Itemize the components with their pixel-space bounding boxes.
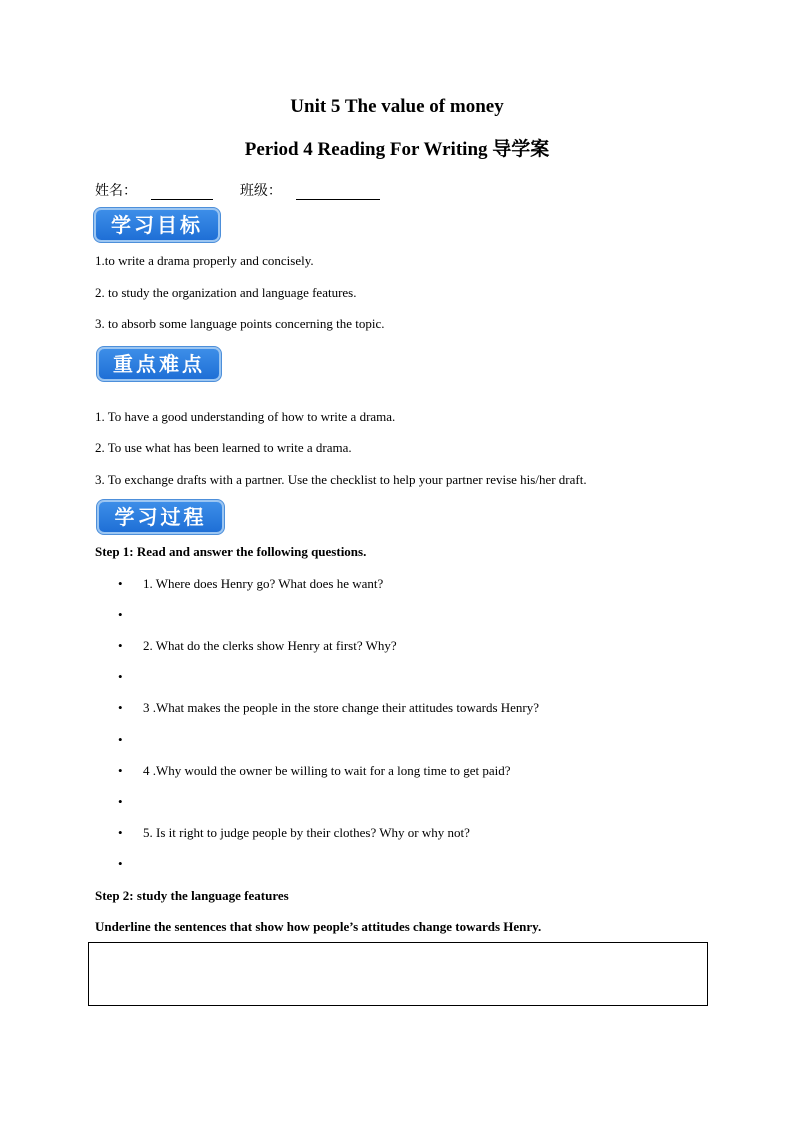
objective-item-3: 3. to absorb some language points concerning the topic. xyxy=(95,316,385,331)
bullet-10: • xyxy=(118,856,123,871)
class-blank[interactable] xyxy=(296,185,380,200)
key-point-item-3: 3. To exchange drafts with a partner. Use the checklist to help your partner revise his/her draft. xyxy=(95,472,587,487)
name-blank[interactable] xyxy=(151,185,213,200)
answer-box[interactable] xyxy=(88,942,708,1006)
student-info xyxy=(95,180,380,200)
step-2-heading: Step 2: study the language features xyxy=(95,888,289,903)
bullet-1: • xyxy=(118,576,123,591)
document-title: Unit 5 The value of money xyxy=(290,96,504,117)
step-1-heading: Step 1: Read and answer the following questions. xyxy=(95,544,367,559)
question-2: 2. What do the clerks show Henry at first? Why? xyxy=(143,638,397,653)
bullet-6: • xyxy=(118,732,123,747)
bullet-9: • xyxy=(118,825,123,840)
step-2-instruction: Underline the sentences that show how people’s attitudes change towards Henry. xyxy=(95,919,542,934)
objective-item-2: 2. to study the organization and language features. xyxy=(95,285,357,300)
key-point-item-2: 2. To use what has been learned to write a drama. xyxy=(95,440,352,455)
name-label: 姓名： xyxy=(95,183,137,199)
bullet-5: • xyxy=(118,700,123,715)
badge-learning-process: 学习过程 xyxy=(99,502,222,532)
badge-learning-objectives: 学习目标 xyxy=(96,210,218,240)
question-3: 3 .What makes the people in the store change their attitudes towards Henry? xyxy=(143,700,540,715)
question-4: 4 .Why would the owner be willing to wait for a long time to get paid? xyxy=(143,763,511,778)
objective-item-1: 1.to write a drama properly and concisely. xyxy=(95,253,314,268)
key-point-item-1: 1. To have a good understanding of how to write a drama. xyxy=(95,409,396,424)
question-1: 1. Where does Henry go? What does he want? xyxy=(143,576,384,591)
bullet-4: • xyxy=(118,669,123,684)
bullet-2: • xyxy=(118,607,123,622)
question-5: 5. Is it right to judge people by their clothes? Why or why not? xyxy=(143,825,470,840)
bullet-8: • xyxy=(118,794,123,809)
bullet-3: • xyxy=(118,638,123,653)
document-subtitle: Period 4 Reading For Writing 导学案 xyxy=(244,139,550,160)
bullet-7: • xyxy=(118,763,123,778)
badge-key-points: 重点难点 xyxy=(99,349,219,379)
class-label: 班级： xyxy=(239,183,282,199)
